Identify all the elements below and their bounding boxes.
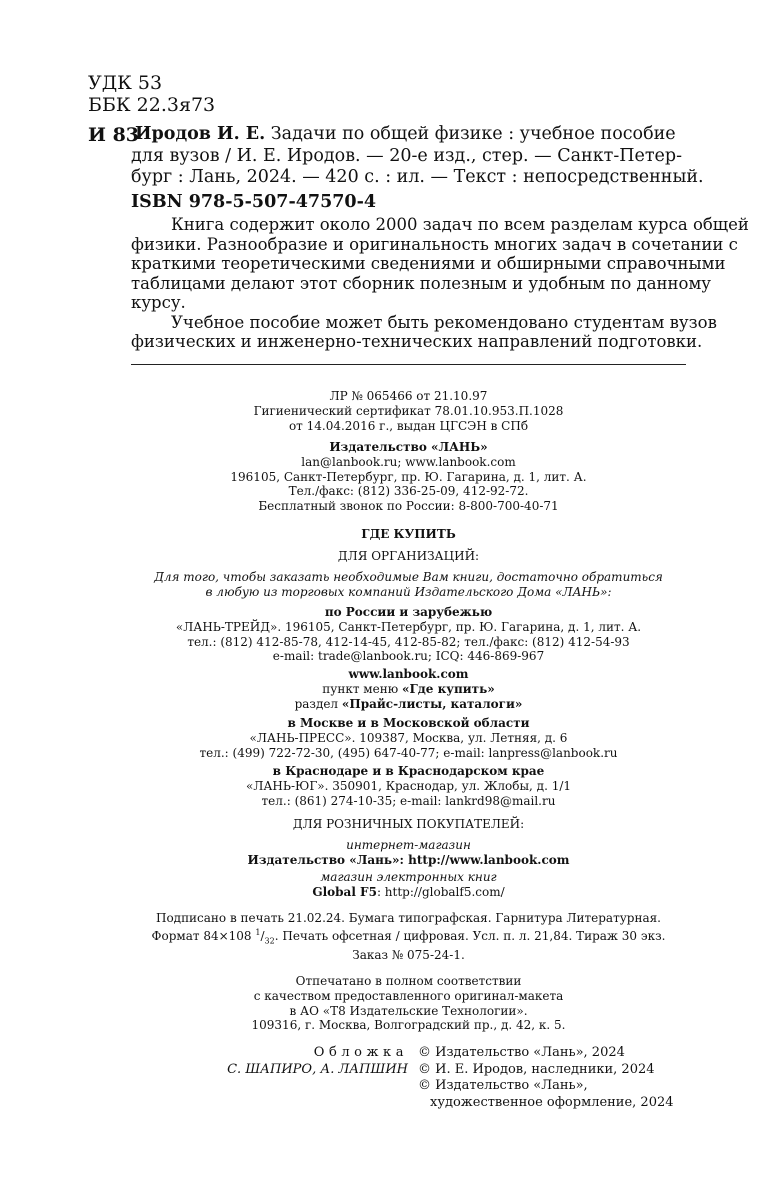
publisher-name: Издательство «ЛАНЬ» [329, 440, 488, 454]
org-note-line: Для того, чтобы заказать необходимые Вам книги, достаточно обратиться [154, 570, 663, 584]
cover-label: Обложка [313, 1045, 408, 1060]
section-title: ГДЕ КУПИТЬ [361, 527, 456, 541]
shop-label: интернет-магазин [346, 838, 471, 852]
license-line: Гигиенический сертификат 78.01.10.953.П.1028 [253, 403, 564, 418]
site-section-line [131, 697, 686, 712]
krasnodar-line: «ЛАНЬ-ЮГ». 350901, Краснодар, ул. Жлобы, д. 1/1 [245, 778, 572, 793]
russia-title: по России и зарубежью [324, 605, 493, 619]
org-note [131, 570, 686, 600]
moscow-line: тел.: (499) 722-72-30, (495) 647-40-77; e-mail: lanpress@lanbook.ru [199, 745, 618, 760]
moscow-block [131, 716, 686, 760]
publisher-line: lan@lanbook.ru; www.lanbook.com [301, 454, 516, 469]
divider [131, 364, 686, 365]
printer-line: с качеством предоставленного оригинал-макета [253, 988, 564, 1003]
moscow-line: «ЛАНЬ-ПРЕСС». 109387, Москва, ул. Летняя, д. 6 [249, 730, 568, 745]
copyright-block [418, 1045, 674, 1111]
format-suffix: . Печать офсетная / цифровая. Усл. п. л. 21,84. Тираж 30 экз. [274, 928, 666, 943]
format-prefix: Формат 84×108 [151, 928, 256, 943]
biblio-line-2: для вузов / И. Е. Иродов. — 20-е изд., стер. — Санкт-Петер- [131, 145, 683, 166]
udk-code: УДК 53 [88, 72, 163, 94]
biblio-line-1 [131, 124, 691, 146]
site-title[interactable]: www.lanbook.com [348, 667, 469, 681]
order-number: Заказ № 075-24-1. [352, 948, 465, 962]
author-mark: И 83 [88, 124, 140, 146]
printer-block [131, 974, 686, 1033]
fraction-denominator: 32 [264, 936, 275, 946]
site-block [131, 667, 686, 711]
copyright-line: © Издательство «Лань», 2024 [418, 1045, 625, 1060]
ebook-line [131, 885, 686, 900]
license-line: от 14.04.2016 г., выдан ЦГСЭН в СПб [288, 418, 529, 433]
print-line-1: Подписано в печать 21.02.24. Бумага типографская. Гарнитура Литературная. [155, 911, 661, 925]
publisher-block [131, 440, 686, 514]
krasnodar-title: в Краснодаре и в Краснодарском крае [272, 764, 545, 778]
ebook-label: магазин электронных книг [320, 870, 497, 884]
menu-prefix: пункт меню [322, 681, 402, 696]
where-to-buy-title [131, 527, 686, 542]
org-note-line: в любую из торговых компаний Издательского Дома «ЛАНЬ»: [205, 584, 612, 599]
fraction-numerator: 1 [255, 927, 261, 937]
org-title: ДЛЯ ОРГАНИЗАЦИЙ: [337, 549, 480, 563]
license-line: ЛР № 065466 от 21.10.97 [329, 389, 488, 403]
menu-item: «Где купить» [402, 681, 495, 696]
cover-credit [227, 1045, 408, 1078]
printer-line: Отпечатано в полном соответствии [295, 974, 522, 988]
fraction-slash: / [260, 928, 265, 943]
publisher-line: Бесплатный звонок по России: 8-800-700-40-71 [258, 499, 559, 514]
bbk-code: ББК 22.3я73 [88, 94, 216, 116]
bibliographic-record [131, 124, 704, 189]
section-item: «Прайс-листы, каталоги» [341, 696, 523, 711]
annotation-line: физики. Разнообразие и оригинальность многих задач в сочетании с [131, 234, 738, 254]
annotation [131, 215, 749, 352]
russia-line: тел.: (812) 412-85-78, 412-14-45, 412-85-82; тел./факс: (812) 412-54-93 [187, 634, 630, 649]
printer-line: в АО «Т8 Издательские Технологии». [289, 1003, 528, 1018]
copyright-line: © И. Е. Иродов, наследники, 2024 [418, 1061, 655, 1077]
russia-block [131, 605, 686, 664]
retail-title: ДЛЯ РОЗНИЧНЫХ ПОКУПАТЕЛЕЙ: [292, 817, 525, 831]
license-block [131, 389, 686, 433]
annotation-line: таблицами делают этот сборник полезным и удобным по данному [131, 273, 711, 293]
annotation-line: физических и инженерно-технических направлений подготовки. [131, 332, 703, 351]
ebook-block [131, 870, 686, 900]
publisher-line: 196105, Санкт-Петербург, пр. Ю. Гагарина, д. 1, лит. А. [230, 469, 587, 484]
moscow-title: в Москве и в Московской области [287, 716, 530, 730]
russia-line: e-mail: trade@lanbook.ru; ICQ: 446-869-967 [272, 649, 545, 664]
krasnodar-block [131, 764, 686, 808]
retail-block [131, 838, 686, 868]
site-menu-line [131, 682, 686, 697]
annotation-line: Учебное пособие может быть рекомендовано студентам вузов [171, 312, 717, 332]
cover-authors: С. ШАПИРО, А. ЛАПШИН [227, 1061, 408, 1077]
section-prefix: раздел [294, 696, 342, 711]
copyright-line: © Издательство «Лань», [418, 1078, 588, 1093]
print-line-2 [131, 926, 686, 949]
russia-line: «ЛАНЬ-ТРЕЙД». 196105, Санкт-Петербург, пр. Ю. Гагарина, д. 1, лит. А. [175, 619, 642, 634]
classification-codes [88, 72, 215, 116]
print-info [131, 911, 686, 949]
annotation-line: курсу. [131, 293, 186, 312]
annotation-line: Книга содержит около 2000 задач по всем разделам курса общей [171, 215, 749, 234]
biblio-line-1-rest: Задачи по общей физике : учебное пособие [265, 124, 676, 144]
annotation-line: краткими теоретическими сведениями и обширными справочными [131, 254, 726, 273]
shop-line[interactable]: Издательство «Лань»: http://www.lanbook.com [247, 852, 570, 867]
ebook-url[interactable]: : http://globalf5.com/ [376, 884, 505, 899]
author-name: Иродов И. Е. [135, 124, 266, 144]
publisher-line: Тел./факс: (812) 336-25-09, 412-92-72. [288, 484, 529, 499]
krasnodar-line: тел.: (861) 274-10-35; e-mail: lankrd98@mail.ru [261, 793, 556, 808]
isbn: ISBN 978-5-507-47570-4 [131, 192, 377, 212]
biblio-line-3: бург : Лань, 2024. — 420 с. : ил. — Текст : непосредственный. [131, 167, 704, 187]
printer-line: 109316, г. Москва, Волгоградский пр., д. 42, к. 5. [251, 1018, 566, 1033]
ebook-name: Global F5 [312, 884, 377, 899]
copyright-line: художественное оформление, 2024 [430, 1094, 674, 1110]
